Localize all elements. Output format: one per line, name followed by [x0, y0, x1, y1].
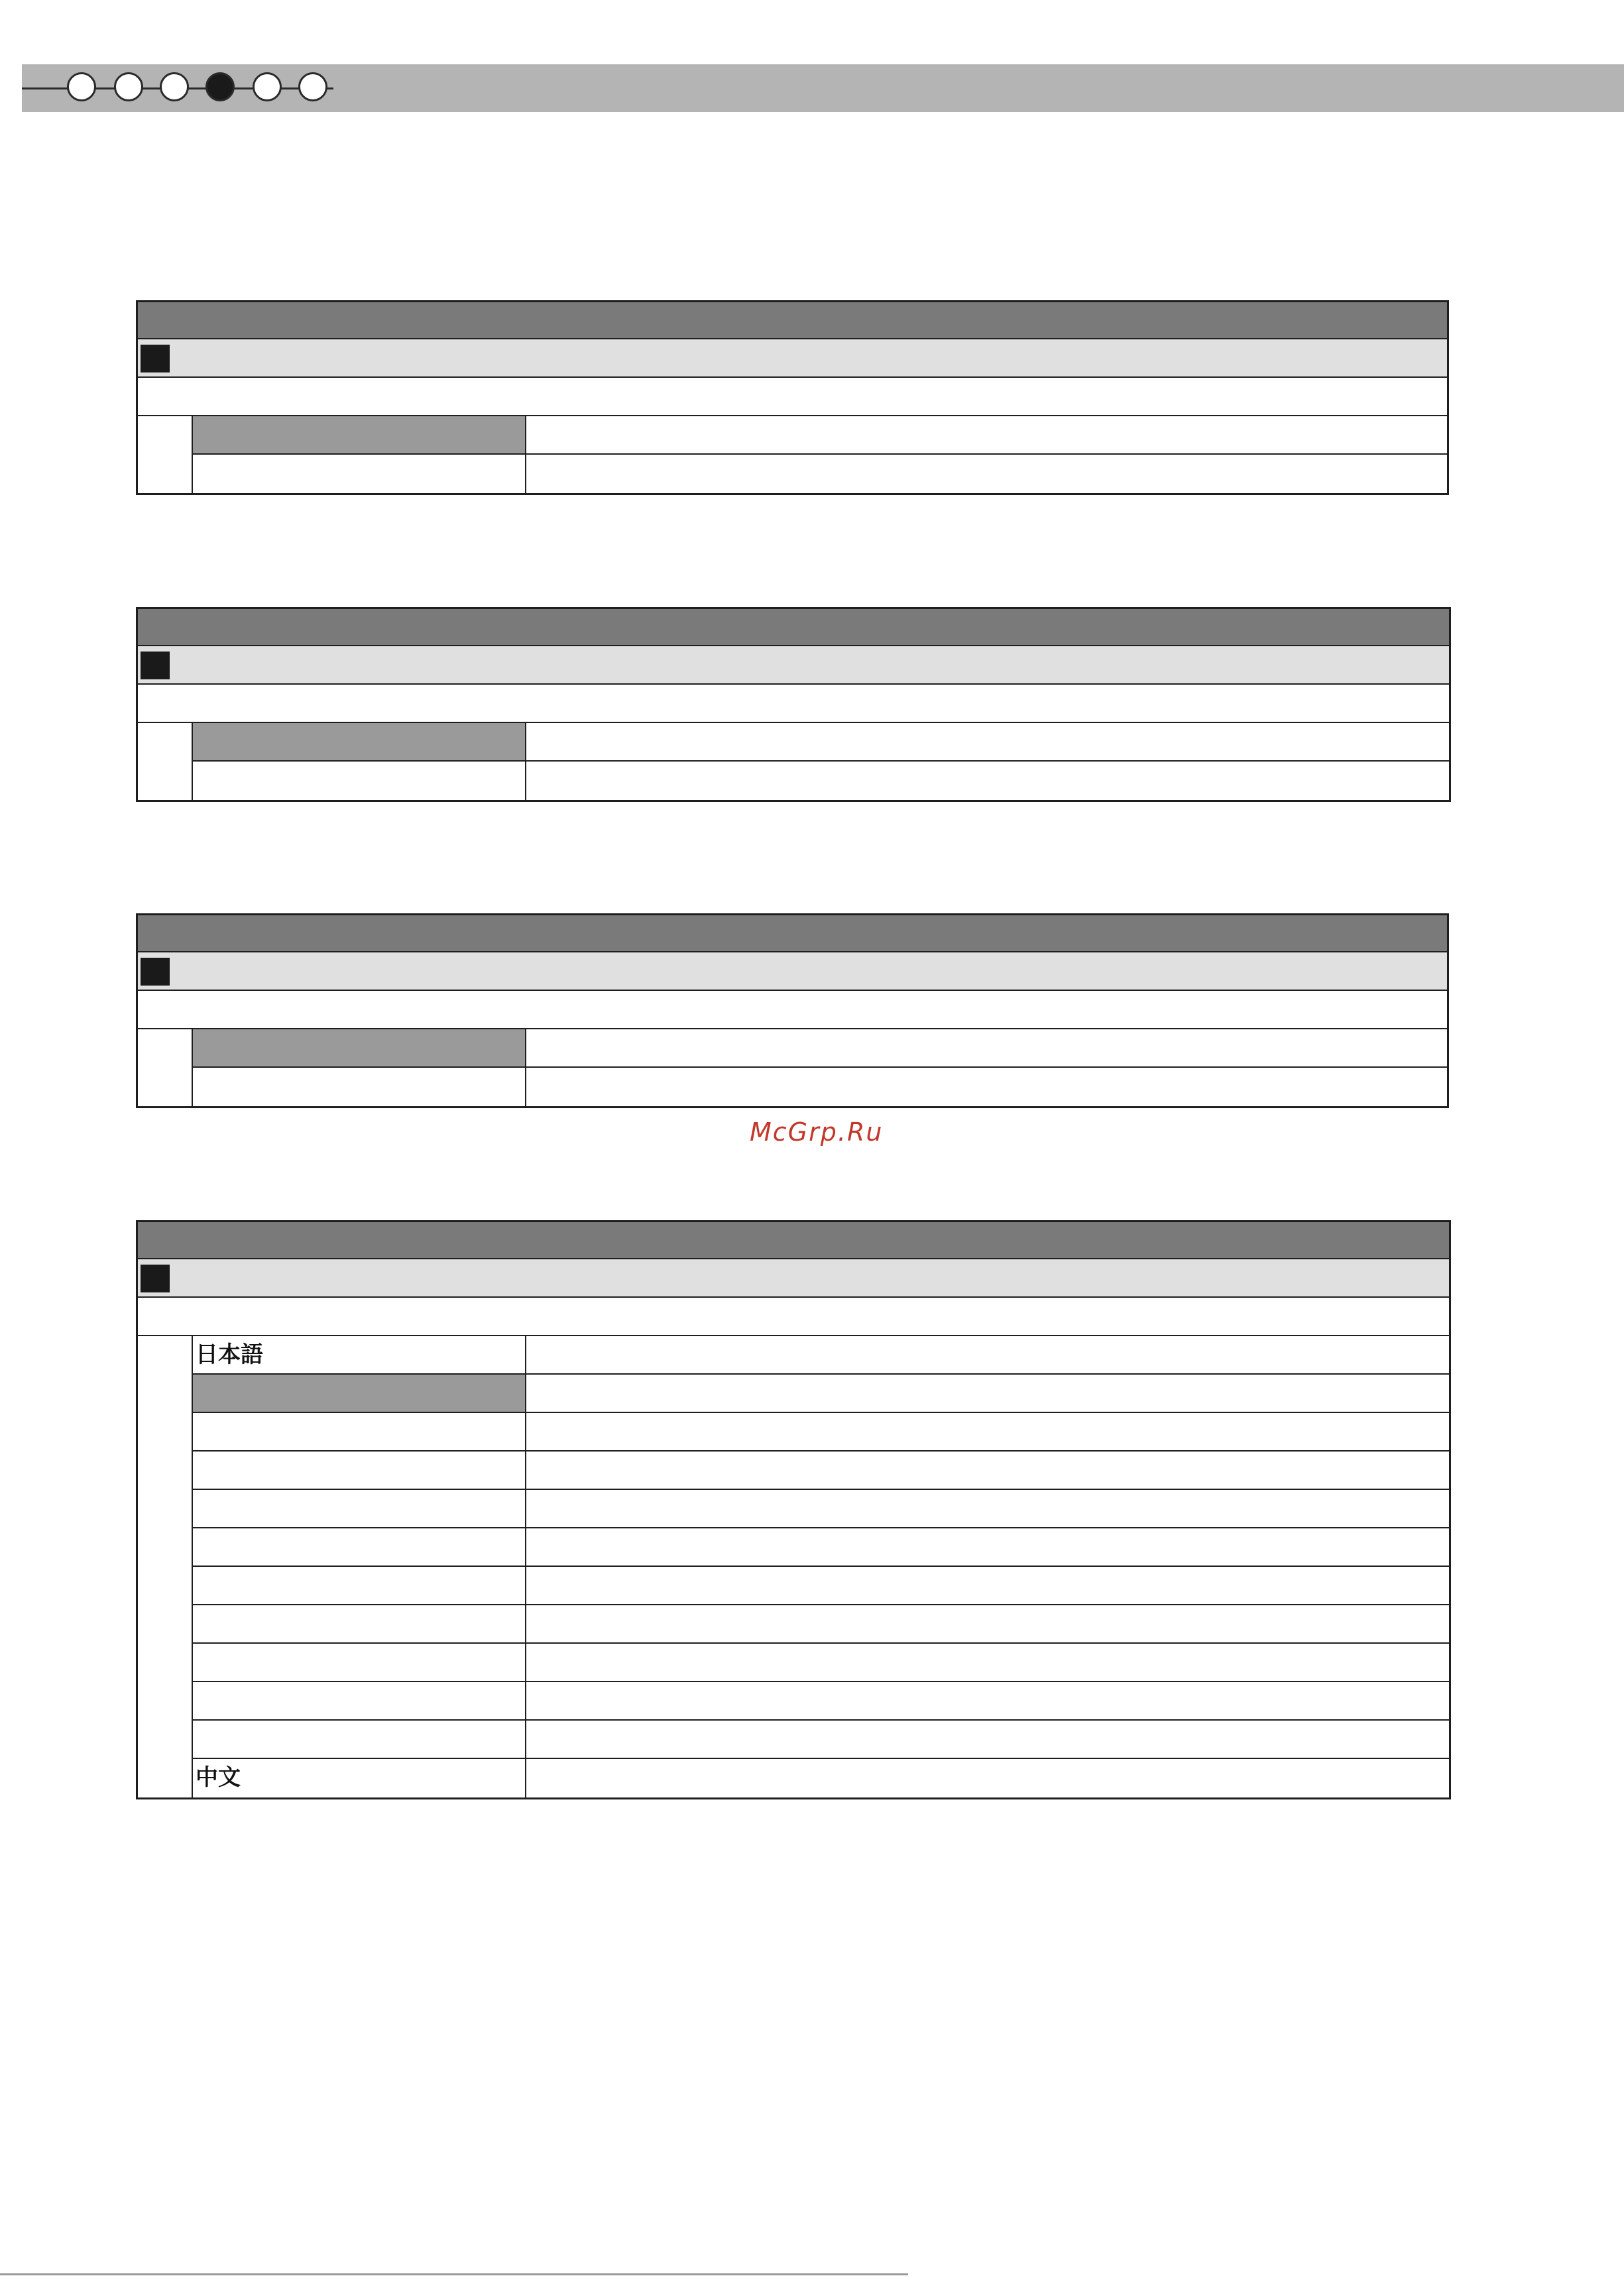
option-name: [193, 455, 526, 493]
options-list: [193, 723, 1449, 800]
language-option-row[interactable]: [193, 1721, 1449, 1759]
table-subheader: [138, 339, 1447, 378]
option-name-selected: [193, 416, 526, 453]
option-description: [526, 1759, 1449, 1797]
option-description: [526, 1375, 1449, 1412]
language-name: [193, 1528, 526, 1566]
option-description: [526, 416, 1447, 453]
table-description: [138, 685, 1449, 723]
options-indent: [138, 723, 193, 800]
square-bullet-icon: [141, 652, 170, 679]
options-indent: [138, 1029, 193, 1106]
step-indicator-3: [160, 72, 189, 101]
language-option-row[interactable]: [193, 1644, 1449, 1682]
step-indicator-5: [253, 72, 282, 101]
language-name: [193, 1452, 526, 1489]
options-list: [193, 416, 1447, 493]
language-option-row[interactable]: [193, 1413, 1449, 1452]
table-subheader: [138, 952, 1447, 991]
watermark-text: McGrp.Ru: [750, 1117, 884, 1147]
option-description: [526, 1029, 1447, 1066]
options-group: [138, 1029, 1447, 1106]
step-indicator-6: [298, 72, 327, 101]
language-option-row[interactable]: [193, 1375, 1449, 1413]
option-description: [526, 1452, 1449, 1489]
option-description: [526, 1605, 1449, 1642]
language-name: [193, 1567, 526, 1604]
option-row[interactable]: [193, 455, 1447, 493]
language-name: [193, 1490, 526, 1527]
language-name: 日本語: [193, 1336, 526, 1373]
step-indicator-1: [67, 72, 96, 101]
language-option-row[interactable]: [193, 1490, 1449, 1528]
option-description: [526, 762, 1449, 800]
header-bar: [22, 64, 1624, 112]
option-description: [526, 1644, 1449, 1681]
language-name: 中文: [193, 1759, 526, 1797]
language-name: [193, 1721, 526, 1758]
language-options-list: [193, 1336, 1449, 1797]
settings-table-1: [136, 300, 1449, 495]
table-description: [138, 1298, 1449, 1336]
language-name: [193, 1413, 526, 1450]
table-subheader: [138, 1259, 1449, 1298]
settings-table-2: [136, 607, 1451, 802]
option-row[interactable]: [193, 762, 1449, 800]
options-list: [193, 1029, 1447, 1106]
language-name: [193, 1682, 526, 1719]
option-name: [193, 1068, 526, 1106]
option-description: [526, 1682, 1449, 1719]
language-option-row[interactable]: [193, 1759, 1449, 1797]
option-name-selected: [193, 1029, 526, 1066]
options-group: [138, 416, 1447, 493]
option-row[interactable]: [193, 723, 1449, 762]
option-description: [526, 1721, 1449, 1758]
option-description: [526, 723, 1449, 760]
options-indent: [138, 1336, 193, 1797]
option-row[interactable]: [193, 416, 1447, 455]
language-option-row[interactable]: [193, 1336, 1449, 1375]
table-header: [138, 1222, 1449, 1259]
option-name-selected: [193, 723, 526, 760]
option-description: [526, 1068, 1447, 1106]
option-description: [526, 1413, 1449, 1450]
options-indent: [138, 416, 193, 493]
table-header: [138, 609, 1449, 646]
table-description: [138, 991, 1447, 1029]
option-description: [526, 1528, 1449, 1566]
settings-table-3: [136, 913, 1449, 1108]
option-description: [526, 1490, 1449, 1527]
language-option-row[interactable]: [193, 1567, 1449, 1605]
step-indicator-4-current: [205, 72, 235, 101]
language-option-row[interactable]: [193, 1452, 1449, 1490]
table-subheader: [138, 646, 1449, 685]
language-name-selected: [193, 1375, 526, 1412]
option-row[interactable]: [193, 1068, 1447, 1106]
language-name: [193, 1605, 526, 1642]
language-option-row[interactable]: [193, 1605, 1449, 1644]
language-options-group: [138, 1336, 1449, 1797]
table-header: [138, 302, 1447, 339]
square-bullet-icon: [141, 958, 170, 986]
square-bullet-icon: [141, 1265, 170, 1292]
option-row[interactable]: [193, 1029, 1447, 1068]
option-name: [193, 762, 526, 800]
table-header: [138, 915, 1447, 952]
options-group: [138, 723, 1449, 800]
option-description: [526, 1567, 1449, 1604]
step-indicator-2: [114, 72, 143, 101]
option-description: [526, 1336, 1449, 1373]
language-name: [193, 1644, 526, 1681]
language-option-row[interactable]: [193, 1682, 1449, 1721]
language-settings-table: [136, 1220, 1451, 1799]
footer-rule: [0, 2273, 908, 2275]
language-option-row[interactable]: [193, 1528, 1449, 1567]
option-description: [526, 455, 1447, 493]
square-bullet-icon: [141, 345, 170, 372]
table-description: [138, 378, 1447, 416]
